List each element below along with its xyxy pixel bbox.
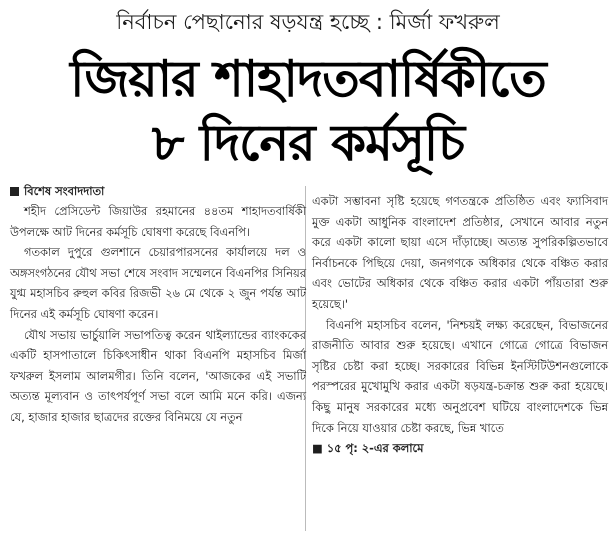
byline-text: বিশেষ সংবাদদাতা: [24, 184, 105, 198]
article-column-right: [312, 191, 608, 459]
article-column-left: [10, 181, 306, 428]
headline-line-1: জিয়ার শাহাদতবার্ষিকীতে: [70, 50, 546, 108]
byline: [10, 181, 306, 201]
article-kicker: নির্বাচন পেছানোর ষড়যন্ত্র হচ্ছে : মির্জা ফখরুল: [116, 10, 500, 34]
body-paragraph: যৌথ সভায় ভার্চুয়ালি সভাপতিত্ব করেন থাইল্যান্ডের ব্যাংককের একটি হাসপাতালে চিকিৎসাধীন থাকা বিএনপি মহাসচিব মির্জা ফখরুল ইসলাম আলমগীর। তিনি বলেন, 'আজকের এই সভাটি অত্যন্ত মূল্যবান ও তাৎপর্যপূর্ণ সভা বলে আমি মনে করি। এজন্য যে, হাজার হাজার ছাত্রদের রক্তের বিনিময়ে যে নতুন: [10, 327, 306, 424]
body-paragraph: বিএনপি মহাসচিব বলেন, 'নিশ্চয়ই লক্ষ্য করেছেন, বিভাজনের রাজনীতি আবার শুরু হয়েছে। এখানে গোত্রে গোত্রে বিভাজন সৃষ্টির চেষ্টা করা হচ্ছে। সরকারের বিভিন্ন ইনস্টিটিউশনগুলোকে পরস্পরের মুখোমুখি করার একটা ষড়যন্ত্র-চক্রান্ত শুরু করা হয়েছে। কিছু মানুষ সরকারের মধ্যে অনুপ্রবেশ ঘটিয়ে বাংলাদেশকে ভিন্ন দিকে নিয়ে যাওয়ার চেষ্টা করছে, ভিন্ন খাতে: [312, 317, 608, 435]
headline-line-2: ৮ দিনের কর্মসূচি: [151, 114, 465, 172]
continued-note: ■ ১৫ পৃ: ২-এর কলামে: [312, 441, 424, 456]
article-headline: [0, 47, 616, 175]
continued-note-wrapper: [312, 438, 608, 459]
body-paragraph: গতকাল দুপুরে গুলশানে চেয়ারপারসনের কার্যালয়ে দল ও অঙ্গসংগঠনের যৌথ সভা শেষে সংবাদ সম্মেলনে বিএনপির সিনিয়র যুগ্ম মহাসচিব রুহুল কবির রিজভী ২৬ মে থেকে ২ জুন পর্যন্ত আট দিনের এই কর্মসূচি ঘোষণা করেন।: [10, 245, 306, 321]
body-paragraph: শহীদ প্রেসিডেন্ট জিয়াউর রহমানের ৪৪তম শাহাদতবার্ষিকী উপলক্ষে আট দিনের কর্মসূচি ঘোষণা করেছে বিএনপি।: [10, 204, 306, 239]
byline-square-icon: [10, 187, 19, 196]
body-paragraph: একটা সম্ভাবনা সৃষ্টি হয়েছে গণতন্ত্রকে প্রতিষ্ঠিত এবং ফ্যাসিবাদ মুক্ত একটা আধুনিক বাংলাদেশ প্রতিষ্ঠার, সেখানে আবার নতুন করে একটা কালো ছায়া এসে দাঁড়াচ্ছে। অত্যন্ত সুপরিকল্পিতভাবে নির্বাচনকে পিছিয়ে দেয়া, জনগণকে অধিকার থেকে বঞ্চিত করার এবং ভোটের অধিকার থেকে বঞ্চিত করার একটা পাঁয়তারা শুরু হয়েছে।': [312, 194, 608, 311]
